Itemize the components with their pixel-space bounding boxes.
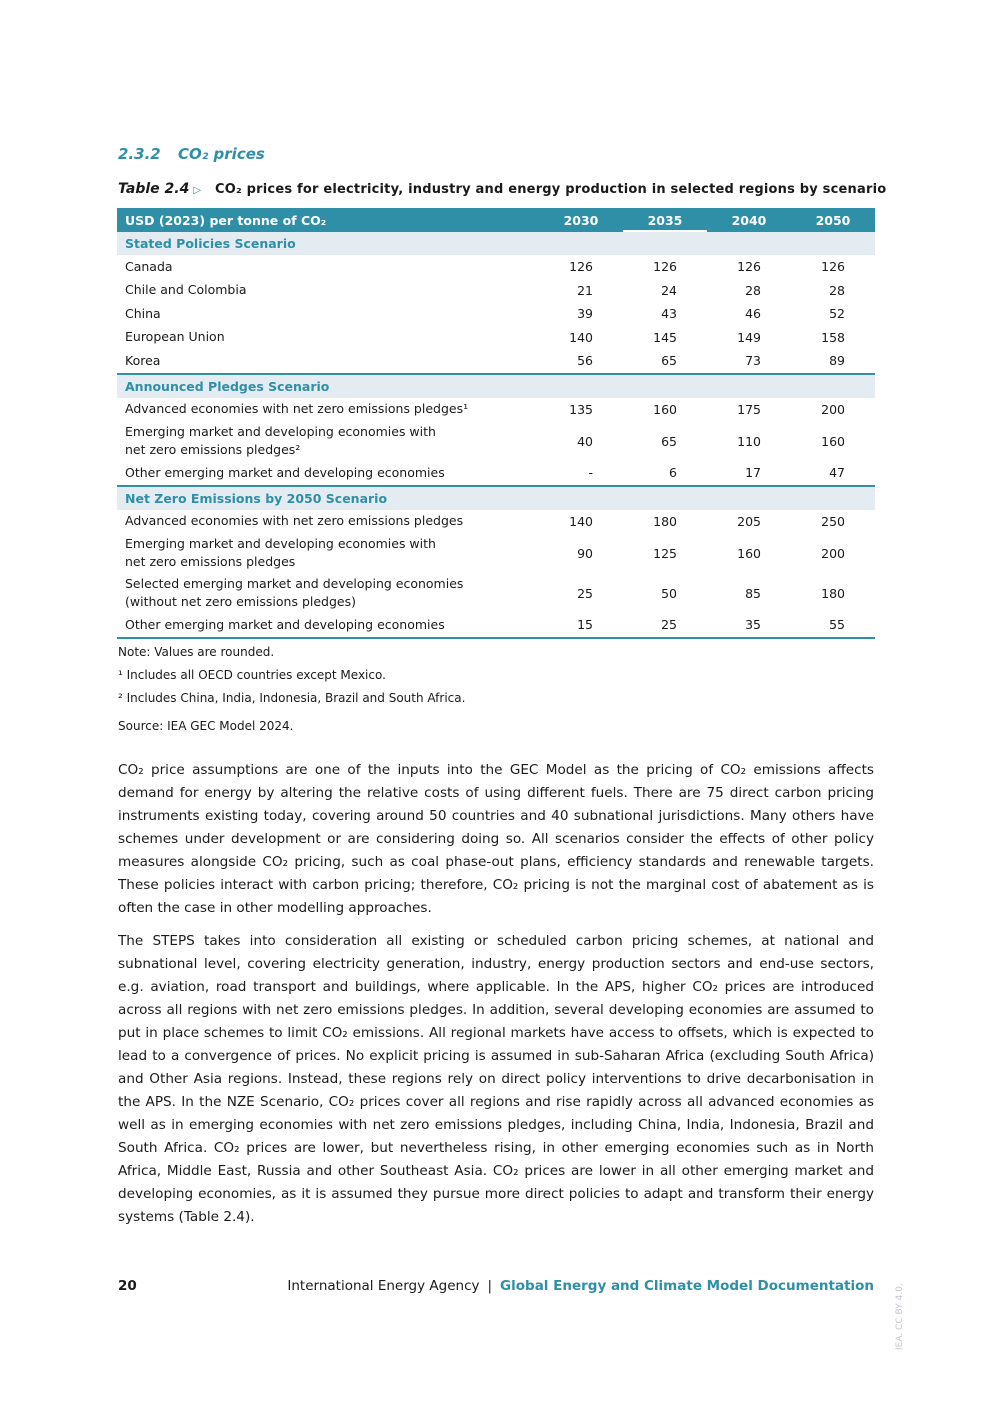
table-source: Source: IEA GEC Model 2024.: [118, 719, 294, 733]
price-cell: 35: [707, 613, 791, 638]
price-cell: 50: [661, 585, 677, 601]
region-cell: [117, 510, 539, 534]
price-cell: 25: [577, 585, 593, 601]
price-cell: 89: [829, 353, 845, 369]
page-number: 20: [118, 1278, 137, 1294]
price-cell: 28: [829, 282, 845, 298]
triangle-icon: ▷: [193, 185, 202, 196]
section-heading: [118, 145, 265, 163]
price-cell: 43: [661, 306, 677, 322]
table-row: [117, 349, 875, 374]
price-cell: 28: [745, 282, 761, 298]
price-cell: 6: [669, 465, 677, 481]
price-cell: 160: [821, 433, 845, 449]
price-cell: 47: [829, 465, 845, 481]
price-cell: 125: [653, 545, 677, 561]
region-cell: [117, 302, 539, 326]
price-cell: 15: [539, 613, 623, 638]
price-cell: 160: [653, 401, 677, 417]
region-label: Emerging market and developing economies with: [125, 536, 436, 551]
price-cell: 200: [821, 401, 845, 417]
price-cell: 158: [821, 329, 845, 345]
header-year: 2035: [623, 208, 707, 232]
region-label-line2: (without net zero emissions pledges): [125, 594, 357, 609]
header-year: 2040: [707, 208, 791, 232]
scenario-group-row: [117, 232, 875, 255]
table-row: [117, 461, 875, 486]
region-label-line2: net zero emissions pledges²: [125, 442, 301, 457]
region-cell: [117, 533, 539, 573]
price-cell: 52: [829, 306, 845, 322]
price-cell: 90: [577, 545, 593, 561]
scenario-name: Announced Pledges Scenario: [117, 374, 875, 398]
price-cell: 126: [569, 259, 593, 275]
price-cell: 46: [745, 306, 761, 322]
note-rounded: Note: Values are rounded.: [118, 645, 275, 659]
price-cell: 56: [577, 353, 593, 369]
note-footnote-2: ² Includes China, India, Indonesia, Brazil and South Africa.: [118, 691, 466, 705]
price-cell: 126: [653, 259, 677, 275]
region-label: Canada: [125, 258, 173, 274]
paragraph: CO₂ price assumptions are one of the inputs into the GEC Model as the pricing of CO₂ emissions affects demand for energy by altering the relative costs of using different fuels. There are 75 direct carbon pricing instruments existing today, covering around 50 countries and 40 subnational jurisdictions. Many others have schemes under development or are considering doing so. All scenarios consider the effects of other policy measures alongside CO₂ pricing, such as coal phase-out plans, efficiency standards and renewable targets. These policies interact with carbon pricing; therefore, CO₂ pricing is not the marginal cost of abatement as is often the case in other modelling approaches.: [118, 762, 874, 916]
table-notes: [118, 644, 465, 741]
price-cell: 140: [569, 329, 593, 345]
table-row: [117, 302, 875, 326]
price-cell: -: [588, 465, 593, 481]
region-label: Korea: [125, 352, 161, 368]
region-label: Chile and Colombia: [125, 282, 247, 298]
region-label-line2: net zero emissions pledges: [125, 554, 296, 569]
region-label: Emerging market and developing economies with: [125, 424, 436, 439]
table-row: [117, 279, 875, 303]
region-label: Selected emerging market and developing economies: [125, 576, 464, 591]
price-cell: 250: [821, 513, 845, 529]
region-label: Other emerging market and developing economies: [125, 616, 445, 632]
price-cell: 126: [737, 259, 761, 275]
price-cell: 39: [577, 306, 593, 322]
price-cell: 65: [661, 353, 677, 369]
note-footnote-1: ¹ Includes all OECD countries except Mexico.: [118, 668, 386, 682]
region-cell: [117, 461, 539, 486]
table-row: [117, 510, 875, 534]
region-label: Advanced economies with net zero emissions pledges: [125, 513, 464, 529]
price-cell: 126: [821, 259, 845, 275]
region-cell: [117, 349, 539, 374]
region-label: China: [125, 305, 161, 321]
price-cell: 149: [737, 329, 761, 345]
region-cell: [117, 573, 539, 613]
table-caption: [118, 181, 887, 197]
price-cell: 40: [577, 433, 593, 449]
footer-doc-title: Global Energy and Climate Model Documentation: [500, 1278, 874, 1294]
price-cell: 180: [821, 585, 845, 601]
body-text: [118, 759, 874, 1239]
scenario-group-row: [117, 374, 875, 398]
region-cell: [117, 326, 539, 350]
table-title: CO₂ prices for electricity, industry and energy production in selected regions by scenario: [215, 182, 887, 197]
region-cell: [117, 398, 539, 422]
table-row: [117, 613, 875, 638]
price-cell: 85: [745, 585, 761, 601]
scenario-name: Stated Policies Scenario: [117, 232, 875, 255]
header-unit: USD (2023) per tonne of CO₂: [117, 208, 539, 232]
region-label: Other emerging market and developing economies: [125, 464, 445, 480]
price-cell: 24: [661, 282, 677, 298]
price-cell: 175: [737, 401, 761, 417]
table-label: Table 2.4: [118, 181, 190, 197]
footer: [287, 1278, 874, 1294]
price-cell: 110: [737, 433, 761, 449]
scenario-group-row: [117, 486, 875, 510]
price-cell: 25: [623, 613, 707, 638]
price-cell: 73: [745, 353, 761, 369]
footer-org: International Energy Agency: [287, 1278, 480, 1294]
price-cell: 140: [569, 513, 593, 529]
region-cell: [117, 613, 539, 638]
region-label: European Union: [125, 329, 225, 345]
header-year: 2030: [539, 208, 623, 232]
table-row: [117, 421, 875, 461]
price-cell: 200: [821, 545, 845, 561]
price-cell: 160: [737, 545, 761, 561]
price-cell: 180: [653, 513, 677, 529]
table-row: [117, 533, 875, 573]
header-year: 2050: [791, 208, 875, 232]
section-title: CO₂ prices: [178, 145, 265, 163]
region-cell: [117, 255, 539, 279]
table-row: [117, 573, 875, 613]
table-header-row: [117, 208, 875, 232]
section-number: 2.3.2: [118, 145, 161, 163]
co2-price-table: [117, 208, 875, 639]
region-cell: [117, 421, 539, 461]
table-row: [117, 255, 875, 279]
footer-separator: |: [487, 1278, 493, 1294]
price-cell: 17: [745, 465, 761, 481]
paragraph: The STEPS takes into consideration all existing or scheduled carbon pricing schemes, at national and subnational level, covering electricity generation, industry, energy production sectors and end-use sectors, e.g. aviation, road transport and buildings, where applicable. In the APS, higher CO₂ prices are introduced across all regions with net zero emissions pledges. In addition, several developing economies are assumed to put in place schemes to limit CO₂ emissions. All regional markets have access to offsets, which is expected to lead to a convergence of prices. No explicit pricing is assumed in sub-Saharan Africa (excluding South Africa) and Other Asia regions. Instead, these regions rely on direct policy interventions to drive decarbonisation in the APS. In the NZE Scenario, CO₂ prices cover all regions and rise rapidly across all advanced economies as well as in emerging economies with net zero emissions pledges, including China, India, Indonesia, Brazil and South Africa. CO₂ prices are lower, but nevertheless rising, in other emerging economies such as in North Africa, Middle East, Russia and other Southeast Asia. CO₂ prices are lower in all other emerging market and developing economies, as it is assumed they pursue more direct policies to adapt and transform their energy systems (Table 2.4).: [118, 933, 874, 1225]
scenario-name: Net Zero Emissions by 2050 Scenario: [117, 486, 875, 510]
price-cell: 65: [661, 433, 677, 449]
region-cell: [117, 279, 539, 303]
price-cell: 55: [791, 613, 875, 638]
price-cell: 205: [737, 513, 761, 529]
price-cell: 21: [577, 282, 593, 298]
table-row: [117, 326, 875, 350]
license-note: IEA. CC BY 4.0.: [895, 1283, 905, 1350]
table-row: [117, 398, 875, 422]
region-label: Advanced economies with net zero emissions pledges¹: [125, 401, 469, 417]
price-cell: 145: [653, 329, 677, 345]
price-cell: 135: [569, 401, 593, 417]
